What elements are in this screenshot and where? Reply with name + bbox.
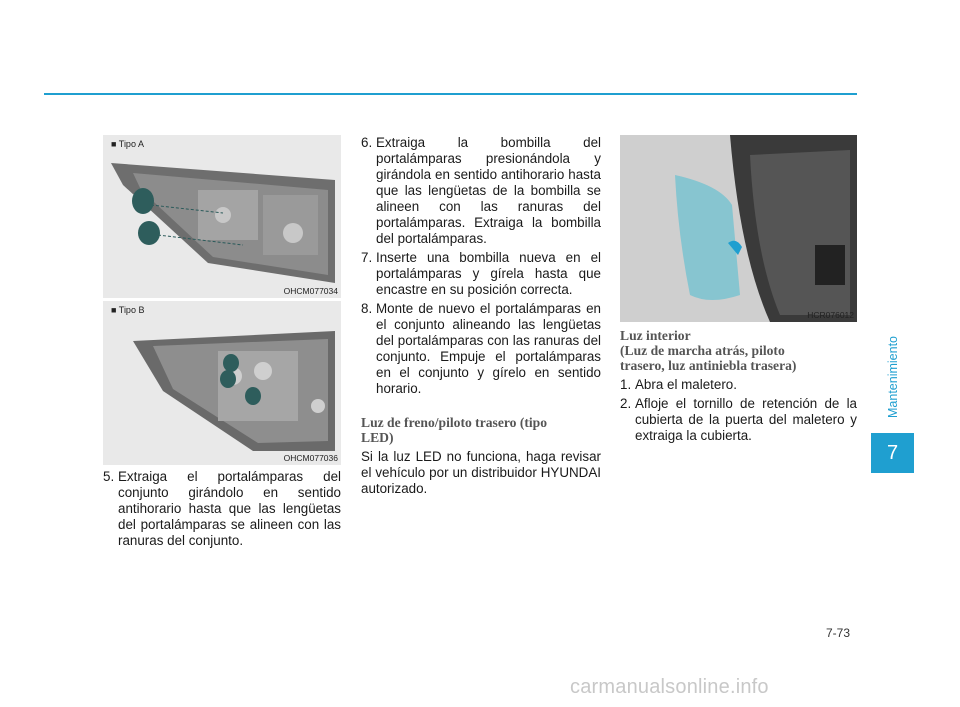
column-1 — [103, 469, 341, 552]
led-heading — [361, 415, 601, 445]
step-5 — [103, 469, 341, 549]
trunk-cover-illustration — [620, 135, 857, 322]
step-7 — [361, 250, 601, 298]
sidebar-section-label — [883, 332, 903, 422]
step-number: 7. — [361, 250, 373, 265]
step-number: 2. — [620, 396, 632, 411]
figure-type-b — [103, 301, 341, 465]
chapter-tab — [871, 433, 914, 473]
figure-code: OHCM077034 — [283, 286, 338, 296]
interior-heading — [620, 328, 857, 373]
chapter-number: 7 — [886, 441, 899, 464]
step-text: Monte de nuevo el portalámparas en el conjunto alineando las lengüetas del portalámparas con las ranuras del conjunto. Empuje el portalámparas en el conjunto y gírelo en sentido horario. — [376, 301, 601, 396]
figure-tag: ■ Tipo A — [111, 139, 144, 149]
section-label-text: Mantenimiento — [886, 336, 900, 418]
led-paragraph: Si la luz LED no funciona, haga revisar el vehículo por un distribuidor HYUNDAI autorizado. — [361, 449, 601, 496]
step-text: Extraiga el portalámparas del conjunto girándolo en sentido antihorario hasta que las lengüetas del portalámparas se alineen con las ranuras del conjunto. — [118, 469, 341, 548]
heading-line: trasero, luz antiniebla trasera) — [620, 358, 797, 373]
column-3 — [620, 310, 857, 447]
step-number: 5. — [103, 469, 115, 484]
step-number: 1. — [620, 377, 632, 392]
column-2 — [361, 135, 601, 497]
step-8 — [361, 301, 601, 397]
heading-line: LED) — [361, 430, 394, 445]
step-text: Afloje el tornillo de retención de la cubierta de la puerta del maletero y extraiga la cubierta. — [635, 396, 857, 443]
figure-type-a — [103, 135, 341, 298]
step-number: 6. — [361, 135, 373, 150]
interior-step-1 — [620, 377, 857, 393]
heading-line: (Luz de marcha atrás, piloto — [620, 343, 785, 358]
page-number: 7-73 — [826, 626, 851, 640]
taillight-type-b-illustration — [103, 301, 341, 465]
watermark: carmanualsonline.info — [570, 676, 769, 698]
figure-trunk-interior — [620, 135, 857, 322]
taillight-type-a-illustration — [103, 135, 341, 298]
step-text: Abra el maletero. — [635, 377, 737, 392]
heading-line: Luz de freno/piloto trasero (tipo — [361, 415, 548, 430]
step-text: Inserte una bombilla nueva en el portalámparas y gírela hasta que encastre en su posición correcta. — [376, 250, 601, 297]
header-rule — [44, 93, 857, 95]
step-text: Extraiga la bombilla del portalámparas presionándola y girándola en sentido antihorario hasta que las lengüetas de la bombilla se alineen con las ranuras del portalámparas. Extraiga la bombilla del portalámparas. — [376, 135, 601, 246]
figure-code: HCR076012 — [807, 310, 854, 320]
step-6 — [361, 135, 601, 247]
figure-code: OHCM077036 — [283, 453, 338, 463]
figure-tag: ■ Tipo B — [111, 305, 145, 315]
step-number: 8. — [361, 301, 373, 316]
heading-line: Luz interior — [620, 328, 691, 343]
interior-step-2 — [620, 396, 857, 444]
